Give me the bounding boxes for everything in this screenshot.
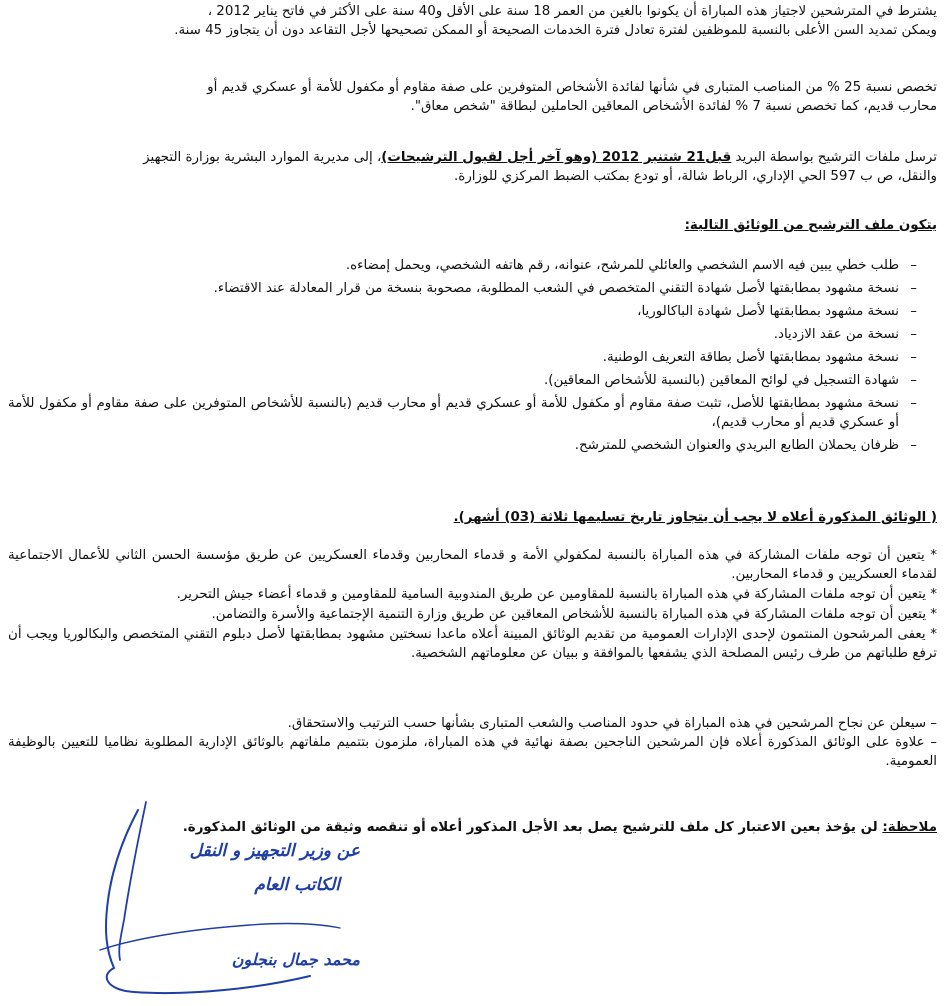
- remark-text: لن يؤخذ بعين الاعتبار كل ملف للترشيح يصل بعد الأجل المذكور أعلاه أو تنقصه وثيقة من الوثائق المذكورة.: [182, 820, 883, 835]
- final-provision: – علاوة على الوثائق المذكورة أعلاه فإن المرشحين الناجحين بصفة نهائية في هذه المباراة، ملزمون بتتميم ملفاتهم بالوثائق الإدارية المطلوبة نظاميا للتعيين بالوظيفة العمومية.: [8, 735, 937, 769]
- signature-title: الكاتب العام: [254, 875, 340, 895]
- sending-after: ، إلى مديرية الموارد البشرية بوزارة التجهيز: [143, 150, 382, 165]
- age-requirement: [8, 2, 937, 40]
- handwritten-signature-icon: [60, 800, 360, 1000]
- document-item: – ظرفان يحملان الطابع البريدي والعنوان الشخصي للمترشح.: [8, 436, 917, 455]
- validity-note-block: [8, 508, 937, 527]
- quota-line-2: محارب قديم، كما تخصص نسبة 7 % لفائدة الأشخاص المعاقين الحاملين لبطاقة "شخص معاق".: [410, 99, 937, 114]
- validity-note: ( الوثائق المذكورة أعلاه لا يجب أن يتجاوز تاريخ تسليمها ثلاثة (03) أشهر).: [453, 510, 937, 525]
- document-item: – طلب خطي يبين فيه الاسم الشخصي والعائلي للمرشح، عنوانه، رقم هاتفه الشخصي، ويحمل إمضاءه.: [8, 256, 917, 275]
- routing-rule: * يتعين أن توجه ملفات المشاركة في هذه المباراة بالنسبة لمكفولي الأمة و قدماء المحاربين وقدماء العسكريين عن طريق مؤسسة الحسن الثاني للأعمال الاجتماعية لقدماء العسكريين و قدماء المحاربين.: [8, 548, 937, 582]
- document-item: – شهادة التسجيل في لوائح المعاقين (بالنسبة للأشخاص المعاقين).: [8, 371, 917, 390]
- routing-rules: [8, 546, 937, 664]
- final-provisions: [8, 714, 937, 771]
- sending-before: ترسل ملفات الترشيح بواسطة البريد: [731, 150, 937, 165]
- document-item: – نسخة مشهود بمطابقتها لأصل شهادة الباكالوريا،: [8, 302, 917, 321]
- sending-line-2: والنقل، ص ب 597 الحي الإداري، الرباط شالة، أو تودع بمكتب الضبط المركزي للوزارة.: [454, 169, 937, 184]
- age-line-2: ويمكن تمديد السن الأعلى بالنسبة للموظفين لفترة تعادل فترة الخدمات الصحيحة أو الممكن تصحيحها لأجل التقاعد دون أن يتجاوز 45 سنة.: [174, 23, 937, 38]
- document-item: – نسخة مشهود بمطابقتها للأصل، تثبت صفة مقاوم أو مكفول للأمة أو عسكري قديم أو محارب قديم (بالنسبة للأشخاص المتوفرين على صفة مقاوم أو مكفول للأمة أو عسكري قديم أو محارب قديم)،: [8, 394, 917, 432]
- document-item: – نسخة مشهود بمطابقتها لأصل شهادة التقني المتخصص في الشعب المطلوبة، مصحوبة بنسخة من قرار المعادلة عند الاقتضاء.: [8, 279, 917, 298]
- remark-label: ملاحظة:: [882, 820, 937, 835]
- document-item: – نسخة مشهود بمطابقتها لأصل بطاقة التعريف الوطنية.: [8, 348, 917, 367]
- document-item: – نسخة من عقد الازدياد.: [8, 325, 917, 344]
- age-line-1: يشترط في المترشحين لاجتياز هذه المباراة أن يكونوا بالغين من العمر 18 سنة على الأقل و40 سنة على الأكثر في فاتح يناير 2012 ،: [207, 4, 937, 19]
- signature-block: [60, 800, 360, 1000]
- quota-line-1: تخصص نسبة 25 % من المناصب المتبارى في شأنها لفائدة الأشخاص المتوفرين على صفة مقاوم أو مكفول للأمة أو عسكري قديم أو: [207, 80, 937, 95]
- routing-rule: * يتعين أن توجه ملفات المشاركة في هذه المباراة بالنسبة للمقاومين عن طريق المندوبية السامية للمقاومين و قدماء أعضاء جيش التحرير.: [176, 587, 937, 602]
- signature-name: محمد جمال بنجلون: [231, 950, 360, 969]
- deadline: قبل21 شتنبر 2012 (وهو آخر أجل لقبول الترشيحات): [381, 150, 732, 165]
- quota-paragraph: [8, 78, 937, 116]
- routing-rule: * يتعين أن توجه ملفات المشاركة في هذه المباراة بالنسبة للأشخاص المعاقين عن طريق وزارة التنمية الإجتماعية والأسرة والتضامن.: [211, 607, 937, 622]
- documents-heading-block: [8, 216, 937, 235]
- signature-ministry: عن وزير التجهيز و النقل: [189, 841, 360, 861]
- final-provision: – سيعلن عن نجاح المرشحين في هذه المباراة في حدود المناصب والشعب المتبارى بشأنها حسب الترتيب والاستحقاق.: [287, 716, 937, 731]
- documents-list-block: [8, 256, 937, 459]
- sending-line-1: [8, 148, 937, 167]
- sending-paragraph: [8, 148, 937, 186]
- documents-heading: يتكون ملف الترشيح من الوثائق التالية:: [684, 218, 937, 233]
- routing-rule: * يعفى المرشحون المنتمون لإحدى الإدارات العمومية من تقديم الوثائق المبينة أعلاه ماعدا نسختين مشهود بمطابقتها لأصل دبلوم التقني المتخصص والبكالوريا ويجب أن ترفع طلباتهم من طرف رئيس المصلحة الذي يشفعها بالموافقة و ببيان عن معلوماتهم الشخصية.: [8, 627, 937, 661]
- documents-list: [8, 256, 937, 455]
